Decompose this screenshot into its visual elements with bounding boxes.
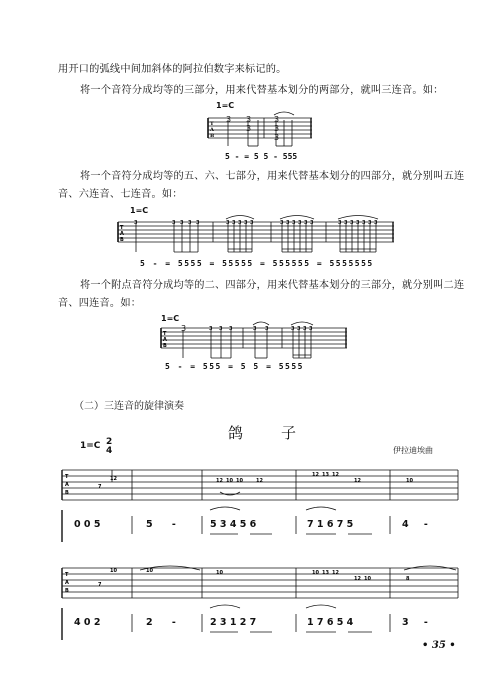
svg-text:13: 13 [322,570,329,576]
svg-text:3: 3 [344,220,348,226]
jianpu-quintuplet: 5 - = 5555 = 55555 = 555555 = 5555555 [140,259,374,268]
svg-text:3: 3 [356,220,360,226]
svg-text:12: 12 [354,576,361,582]
svg-text:3: 3 [244,220,248,226]
jianpu-measure-3: 5 3 4 5 6 [210,519,257,530]
svg-text:B: B [65,588,69,594]
jianpu-measure-9: 1 7 6 5 4 [307,617,354,628]
jianpu-measure-5: 4 - [402,519,434,530]
svg-text:3: 3 [196,220,200,226]
time-sig-bottom: 4 [106,446,113,456]
svg-text:3: 3 [134,220,138,226]
svg-text:12: 12 [216,478,223,484]
svg-text:T: T [210,121,214,127]
svg-text:T: T [163,331,167,337]
svg-text:3: 3 [368,220,372,226]
svg-text:3: 3 [286,220,290,226]
svg-text:A: A [163,337,167,343]
fret-3-3: 3 3 [246,115,252,133]
section-heading: （二）三连音的旋律演奏 [74,401,184,412]
svg-text:3: 3 [188,220,192,226]
svg-text:3: 3 [310,220,314,226]
svg-text:7: 7 [98,484,102,490]
paragraph-2: 将一个音符分成均等的三部分，用来代替基本划分的两部分，就叫三连音。如： [80,85,444,96]
svg-text:T: T [65,474,69,480]
svg-text:10: 10 [236,478,243,484]
svg-text:3: 3 [226,220,230,226]
song-key: 1=C [80,441,101,451]
tab-staff-triplet [200,110,320,150]
svg-text:3: 3 [362,220,366,226]
svg-text:3: 3 [338,220,342,226]
paragraph-1: 用开口的弧线中间加斜体的阿拉伯数字来标记的。 [58,64,287,75]
jianpu-measure-6: 4 0 2 [74,617,101,628]
example-key: 1=C [161,314,180,323]
svg-text:3: 3 [180,220,184,226]
jianpu-duplet: 5 - = 555 = 5 5 = 5555 [165,362,304,371]
svg-text:10: 10 [146,568,153,574]
svg-text:3: 3 [309,326,313,332]
svg-text:3: 3 [219,326,223,332]
svg-text:B: B [65,490,69,496]
svg-text:12: 12 [110,476,117,482]
svg-text:3: 3 [374,220,378,226]
svg-text:3: 3 [172,220,176,226]
svg-text:3: 3 [303,326,307,332]
svg-text:10: 10 [406,478,413,484]
paragraph-3: 将一个音符分成均等的五、六、七部分，用来代替基本划分的四部分，就分别叫五连 [80,171,465,182]
svg-text:3: 3 [280,220,284,226]
svg-text:A: A [120,231,124,237]
svg-text:10: 10 [110,568,117,574]
jianpu-measure-10: 3 - [402,617,434,628]
svg-text:3: 3 [304,220,308,226]
page-number: • 35 • [422,640,456,651]
svg-text:10: 10 [312,570,319,576]
song-title: 鸽子 [228,424,335,442]
svg-text:3: 3 [229,326,233,332]
fret-3-3-3: 3 3 3 [274,115,281,142]
svg-text:12: 12 [332,472,339,478]
svg-text:12: 12 [354,478,361,484]
svg-text:T: T [120,225,124,231]
svg-text:3: 3 [250,220,254,226]
fret-first: 3 [181,324,187,333]
svg-text:8: 8 [406,576,410,582]
svg-text:3: 3 [253,326,257,332]
svg-text:B: B [120,237,124,243]
jianpu-measure-7: 2 - [146,617,184,628]
svg-text:12: 12 [332,570,339,576]
svg-text:T: T [65,572,69,578]
svg-text:A: A [65,482,69,488]
svg-text:A: A [65,580,69,586]
svg-text:3: 3 [265,326,269,332]
svg-text:3: 3 [292,220,296,226]
svg-text:10: 10 [226,478,233,484]
svg-text:13: 13 [322,472,329,478]
paragraph-5: 将一个附点音符分成均等的二、四部分，用来代替基本划分的三部分，就分别叫二连 [80,280,465,291]
example-key: 1=C [130,206,149,215]
svg-text:7: 7 [98,582,102,588]
jianpu-triplet: 5 - = 5 5 - 555 [225,152,298,161]
svg-text:10: 10 [216,570,223,576]
fret-3: 3 [226,115,232,124]
jianpu-measure-1: 0 0 5 [74,519,101,530]
jianpu-measure-8: 2 3 1 2 7 [210,617,257,628]
svg-text:3: 3 [238,220,242,226]
paragraph-4: 音、六连音、七连音。如： [58,189,183,200]
composer: 伊拉迪埃曲 [393,446,433,455]
svg-text:B: B [163,343,167,349]
svg-text:3: 3 [350,220,354,226]
paragraph-6: 音、四连音。如： [58,298,142,309]
svg-text:B: B [210,133,215,139]
svg-text:3: 3 [297,326,301,332]
example-key: 1=C [216,101,235,110]
jianpu-measure-4: 7 1 6 7 5 [307,519,354,530]
svg-text:10: 10 [364,576,371,582]
svg-text:3: 3 [298,220,302,226]
svg-text:3: 3 [291,326,295,332]
song-tab-system-1 [60,462,470,562]
svg-text:12: 12 [256,478,263,484]
song-tab-system-2 [60,560,470,660]
svg-text:3: 3 [209,326,213,332]
svg-text:12: 12 [312,472,319,478]
tab-staff-quintuplet [112,212,402,262]
jianpu-measure-2: 5 - [146,519,184,530]
time-sig-top: 2 [106,437,113,447]
svg-text:3: 3 [232,220,236,226]
svg-text:A: A [210,127,214,133]
